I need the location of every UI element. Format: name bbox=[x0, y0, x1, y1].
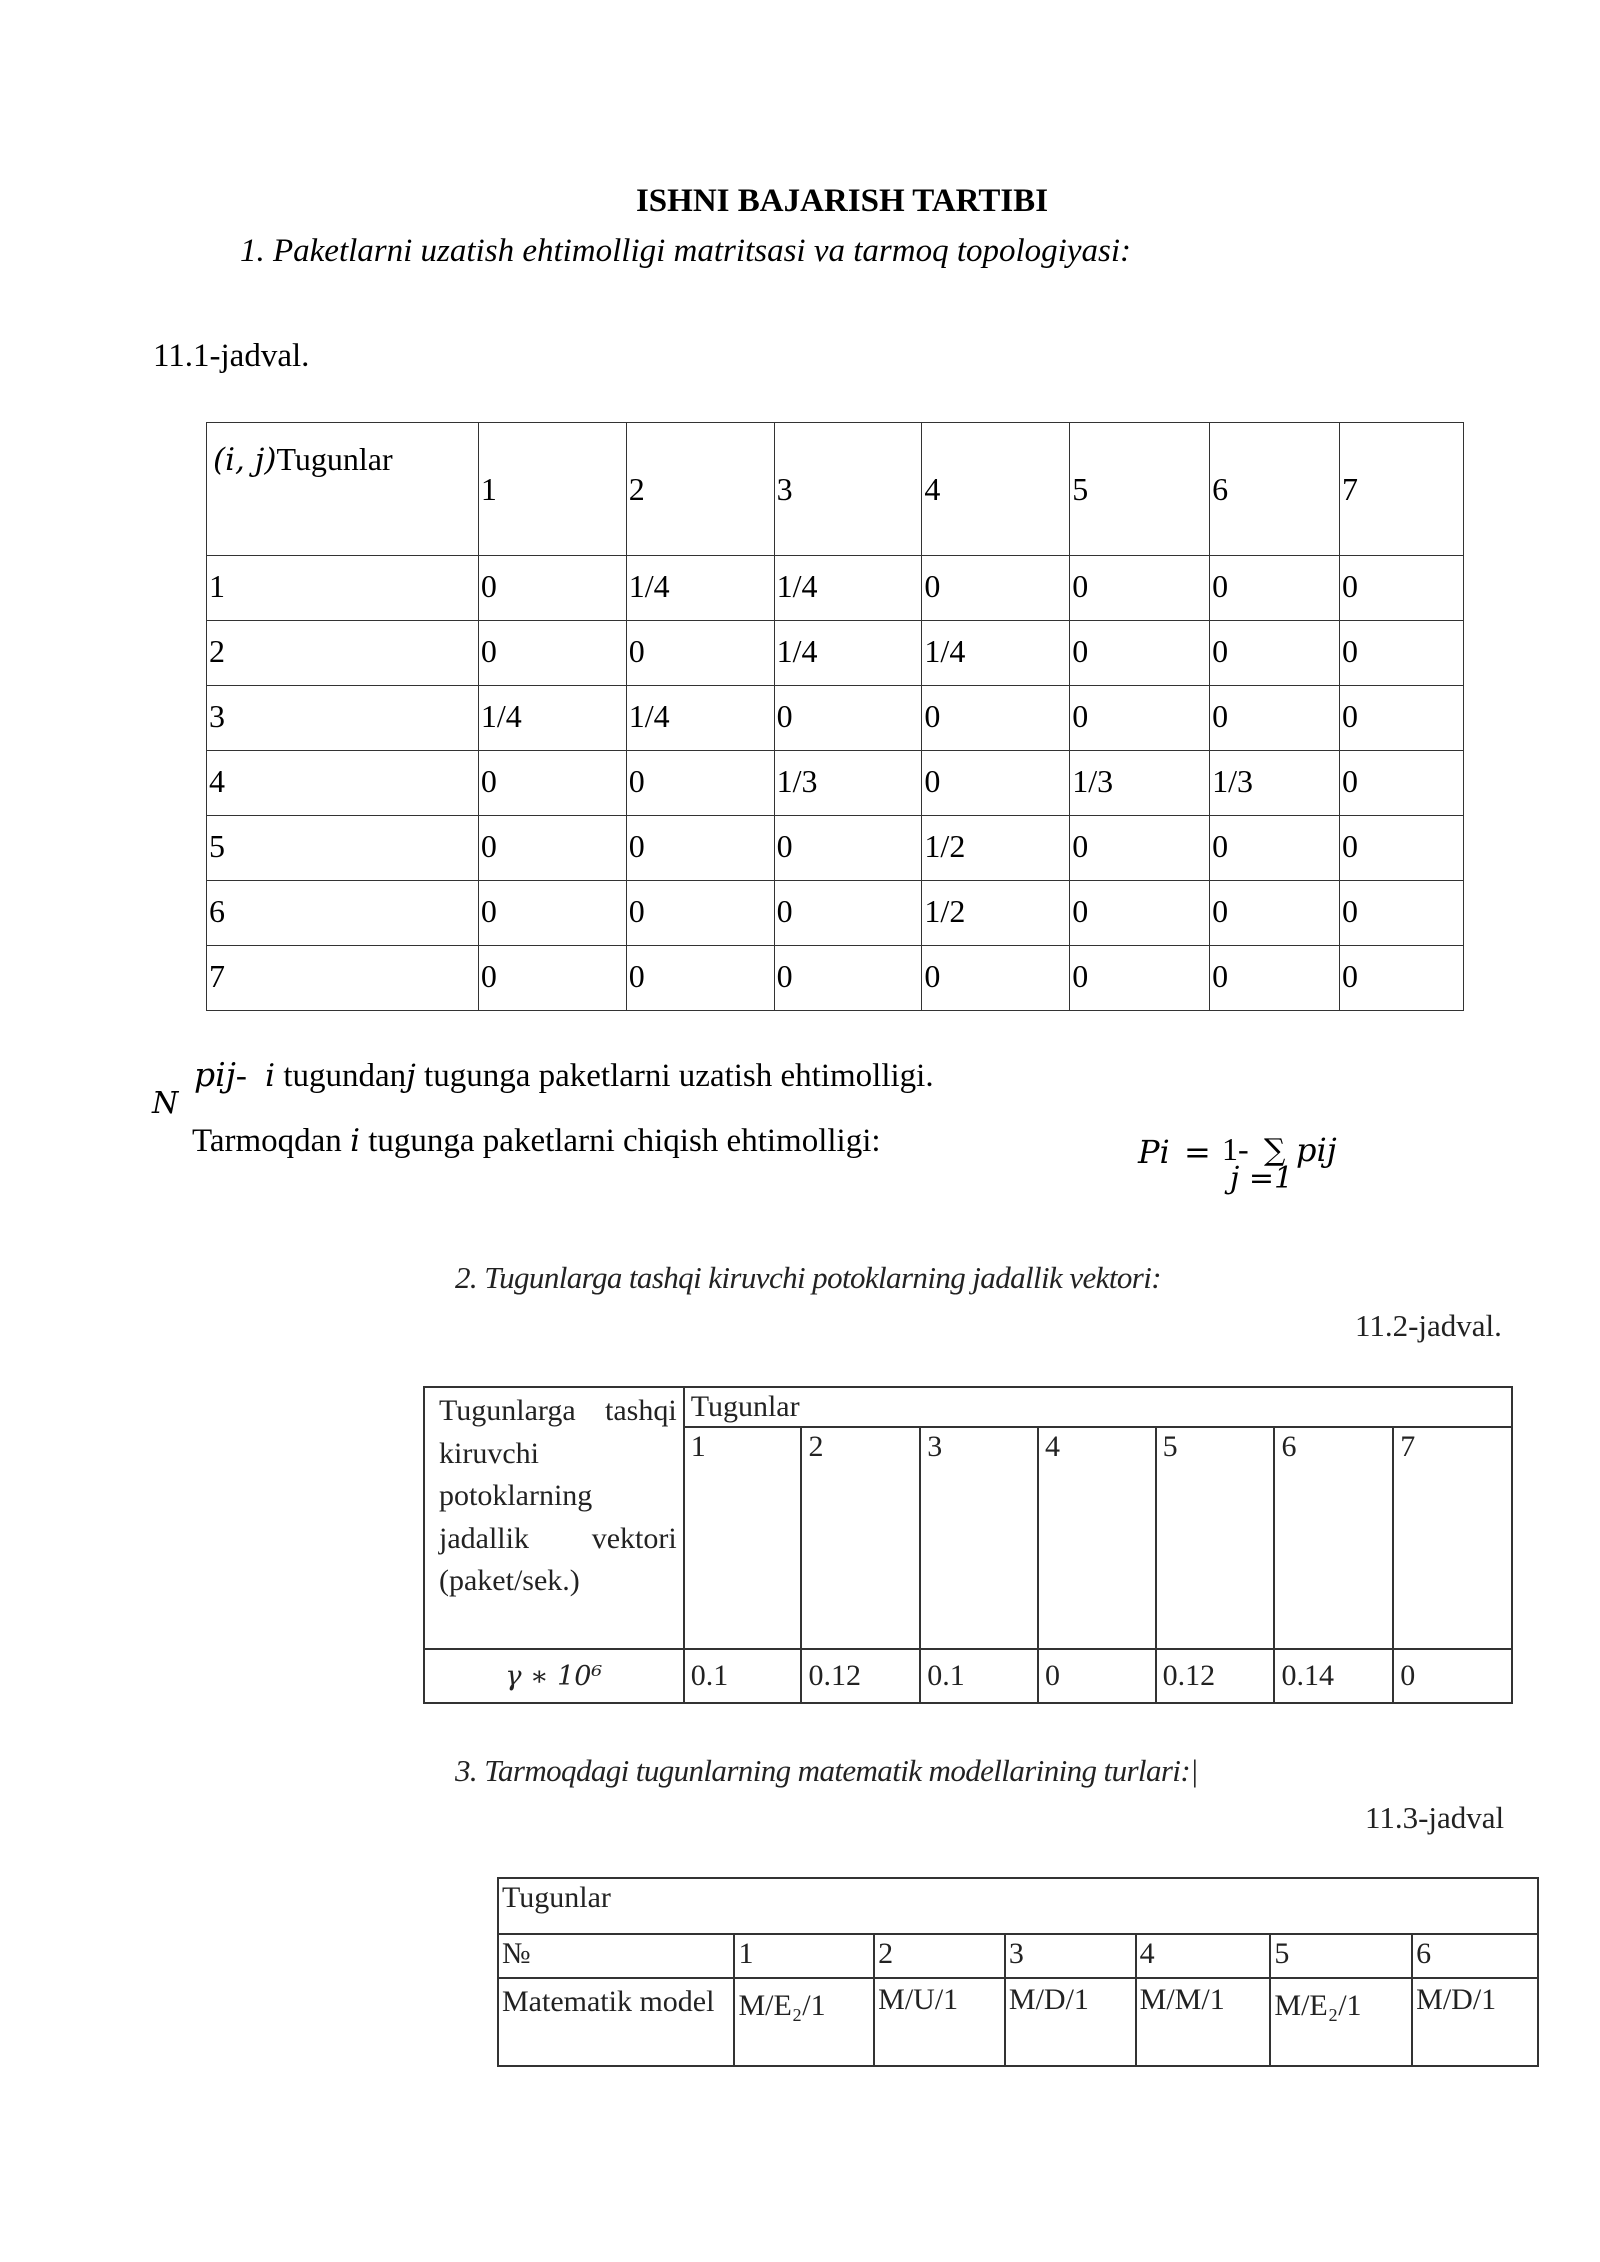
section-3-heading: 3. Tarmoqdagi tugunlarning matematik modellarining turlari:| bbox=[455, 1753, 1198, 1788]
probability-matrix-table bbox=[206, 422, 1464, 1011]
model-label: Matematik model bbox=[498, 1978, 734, 2066]
group-header: Tugunlar bbox=[684, 1387, 1512, 1427]
exit-probability-formula bbox=[1138, 1127, 1358, 1207]
cell: 1/4 bbox=[922, 621, 1070, 686]
cell: 0 bbox=[774, 816, 922, 881]
sigma-symbol: ∑ bbox=[1264, 1133, 1286, 1168]
n-symbol: N bbox=[152, 1086, 179, 1121]
cell: 0 bbox=[478, 621, 626, 686]
cell: 0 bbox=[1038, 1649, 1156, 1703]
col-header: 3 bbox=[1005, 1934, 1136, 1978]
col-header: 7 bbox=[1393, 1427, 1512, 1649]
gamma-label: γ ∗ 10⁶ bbox=[424, 1649, 684, 1703]
cell: 0 bbox=[1340, 881, 1464, 946]
cell: 0 bbox=[1210, 816, 1340, 881]
row-header-cell: Tugunlarga tashqi kiruvchi potoklarning jadallik vektori (paket/sek.) bbox=[424, 1387, 684, 1649]
formula-lhs: Pi bbox=[1138, 1133, 1170, 1171]
table-row bbox=[207, 881, 1464, 946]
cell: 0 bbox=[1070, 816, 1210, 881]
table-row bbox=[207, 946, 1464, 1011]
table-row bbox=[424, 1649, 1512, 1703]
cell: 0 bbox=[1340, 751, 1464, 816]
cell: M/M/1 bbox=[1136, 1978, 1271, 2066]
row-node: 1 bbox=[207, 556, 479, 621]
row-node: 7 bbox=[207, 946, 479, 1011]
cell: 1/2 bbox=[922, 881, 1070, 946]
cell: 0.14 bbox=[1274, 1649, 1393, 1703]
formula-lower-limit: j =1 bbox=[1230, 1161, 1294, 1196]
formula-one-minus: 1- bbox=[1222, 1131, 1249, 1167]
cell: 0 bbox=[478, 751, 626, 816]
cell: 0 bbox=[774, 946, 922, 1011]
cell: 0 bbox=[1393, 1649, 1512, 1703]
j-symbol: j bbox=[406, 1058, 416, 1094]
table-row bbox=[207, 621, 1464, 686]
i-symbol: i bbox=[350, 1123, 360, 1159]
cell: 0.12 bbox=[1156, 1649, 1275, 1703]
col-header: 7 bbox=[1340, 423, 1464, 556]
cell: M/E₂/1 bbox=[734, 1978, 874, 2066]
table-group-row bbox=[498, 1878, 1538, 1934]
dash: - bbox=[235, 1058, 247, 1094]
cell: 0 bbox=[1340, 621, 1464, 686]
cell: 0 bbox=[1070, 686, 1210, 751]
cell: 1/4 bbox=[478, 686, 626, 751]
cell: 0 bbox=[626, 621, 774, 686]
num-label: № bbox=[498, 1934, 734, 1978]
col-header: 3 bbox=[774, 423, 922, 556]
col-header: 2 bbox=[626, 423, 774, 556]
section-1-heading: 1. Paketlarni uzatish ehtimolligi matritsasi va tarmoq topologiyasi: bbox=[240, 233, 1131, 269]
intensity-vector-table bbox=[423, 1386, 1513, 1704]
col-header: 6 bbox=[1210, 423, 1340, 556]
cell: 0 bbox=[922, 556, 1070, 621]
cell: 0 bbox=[774, 881, 922, 946]
cell: 1/3 bbox=[774, 751, 922, 816]
cell: 0 bbox=[478, 556, 626, 621]
cell: 0 bbox=[922, 751, 1070, 816]
corner-cell bbox=[207, 423, 479, 556]
cell: 1/3 bbox=[1210, 751, 1340, 816]
formula-eq: = bbox=[1184, 1133, 1211, 1171]
corner-label: Tugunlar bbox=[276, 441, 393, 477]
row-node: 5 bbox=[207, 816, 479, 881]
col-header: 2 bbox=[874, 1934, 1005, 1978]
cell: 0 bbox=[922, 686, 1070, 751]
cell: 0 bbox=[626, 816, 774, 881]
group-header: Tugunlar bbox=[498, 1878, 1538, 1934]
row-node: 6 bbox=[207, 881, 479, 946]
cell: 0 bbox=[1340, 946, 1464, 1011]
cell: 0 bbox=[774, 686, 922, 751]
cell: M/U/1 bbox=[874, 1978, 1005, 2066]
col-header: 6 bbox=[1412, 1934, 1538, 1978]
pij-symbol: pij bbox=[194, 1055, 236, 1094]
cell: 0 bbox=[1070, 946, 1210, 1011]
note-line-2b: tugunga paketlarni chiqish ehtimolligi: bbox=[368, 1123, 881, 1159]
section-2-heading: 2. Tugunlarga tashqi kiruvchi potoklarning jadallik vektori: bbox=[455, 1260, 1161, 1295]
cell: 0 bbox=[1070, 556, 1210, 621]
col-header: 5 bbox=[1270, 1934, 1412, 1978]
table-row bbox=[207, 751, 1464, 816]
cell: 0.12 bbox=[801, 1649, 920, 1703]
col-header: 3 bbox=[920, 1427, 1038, 1649]
table-group-row bbox=[424, 1387, 1512, 1427]
formula-term: pij bbox=[1296, 1131, 1337, 1169]
cell: 0 bbox=[1210, 556, 1340, 621]
cell: 0.1 bbox=[920, 1649, 1038, 1703]
cell: 0 bbox=[1210, 881, 1340, 946]
row-node: 4 bbox=[207, 751, 479, 816]
col-header: 4 bbox=[1136, 1934, 1271, 1978]
cell: 0 bbox=[478, 881, 626, 946]
col-header: 2 bbox=[801, 1427, 920, 1649]
col-header: 5 bbox=[1156, 1427, 1275, 1649]
table-row bbox=[207, 686, 1464, 751]
cell: 0 bbox=[478, 946, 626, 1011]
table-row bbox=[207, 816, 1464, 881]
cell: 1/4 bbox=[626, 686, 774, 751]
col-header: 1 bbox=[478, 423, 626, 556]
table-2-caption: 11.2-jadval. bbox=[1355, 1308, 1502, 1343]
cell: 0 bbox=[626, 881, 774, 946]
i-symbol: i bbox=[265, 1058, 276, 1094]
cell: 0 bbox=[1070, 621, 1210, 686]
row-node: 3 bbox=[207, 686, 479, 751]
cell: 1/3 bbox=[1070, 751, 1210, 816]
cell: 1/2 bbox=[922, 816, 1070, 881]
cell: M/E₂/1 bbox=[1270, 1978, 1412, 2066]
cell: 0 bbox=[1210, 686, 1340, 751]
row-node: 2 bbox=[207, 621, 479, 686]
cell: 0 bbox=[1210, 621, 1340, 686]
ij-symbol: (i, j) bbox=[213, 442, 277, 478]
cell: 0 bbox=[1210, 946, 1340, 1011]
cell: 0 bbox=[1340, 686, 1464, 751]
col-header: 4 bbox=[922, 423, 1070, 556]
table-1-caption: 11.1-jadval. bbox=[153, 338, 310, 374]
note-line-1 bbox=[194, 1055, 934, 1095]
note-line-2a: Tarmoqdan bbox=[192, 1123, 342, 1159]
cell: M/D/1 bbox=[1005, 1978, 1136, 2066]
cell: 0.1 bbox=[684, 1649, 802, 1703]
note-text-2: tugunga paketlarni uzatish ehtimolligi. bbox=[424, 1058, 934, 1094]
table-header-row bbox=[207, 423, 1464, 556]
cell: 1/4 bbox=[626, 556, 774, 621]
cell: 0 bbox=[1070, 881, 1210, 946]
table-row bbox=[207, 556, 1464, 621]
cell: 1/4 bbox=[774, 621, 922, 686]
page-title: ISHNI BAJARISH TARTIBI bbox=[635, 183, 1049, 219]
col-header: 5 bbox=[1070, 423, 1210, 556]
note-text-1: tugundan bbox=[283, 1058, 407, 1094]
cell: 0 bbox=[626, 946, 774, 1011]
cell: 0 bbox=[626, 751, 774, 816]
node-models-table bbox=[497, 1877, 1539, 2067]
col-header: 4 bbox=[1038, 1427, 1156, 1649]
table-row bbox=[498, 1978, 1538, 2066]
cell: 1/4 bbox=[774, 556, 922, 621]
cell: 0 bbox=[1340, 556, 1464, 621]
col-header: 1 bbox=[734, 1934, 874, 1978]
cell: 0 bbox=[1340, 816, 1464, 881]
col-header: 6 bbox=[1274, 1427, 1393, 1649]
col-header: 1 bbox=[684, 1427, 802, 1649]
table-3-caption: 11.3-jadval bbox=[1365, 1800, 1505, 1835]
table-header-row bbox=[498, 1934, 1538, 1978]
note-line-2 bbox=[192, 1123, 881, 1160]
cell: 0 bbox=[922, 946, 1070, 1011]
cell: M/D/1 bbox=[1412, 1978, 1538, 2066]
cell: 0 bbox=[478, 816, 626, 881]
